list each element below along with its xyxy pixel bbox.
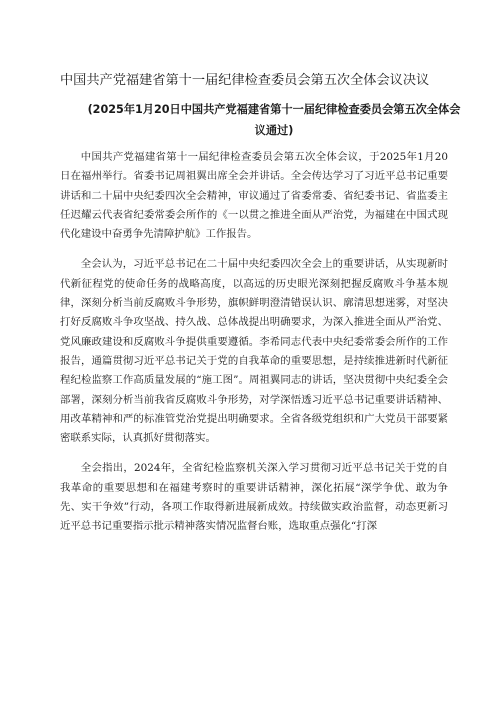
document-subtitle: (2025年1月20日中国共产党福建省第十一届纪律检查委员会第五次全体会议通过) xyxy=(87,103,461,137)
paragraph-assessment: 全会认为，习近平总书记在二十届中央纪委四次全会上的重要讲话，从实现新时代新征程党的使命任务的战略高度，以高远的历史眼光深刻把握反腐败斗争基本规律，深刻分析当前反腐败斗争形势，旗帜鲜明澄清错误认识、廓清思想迷雾，对坚决打好反腐败斗争攻坚战、持久战、总体战提出明确要求，为深入推进全面从严治党、党风廉政建设和反腐败斗争提供重要遵循。李希同志代表中央纪委常委会所作的工作报告，通篇贯彻习近平总书记关于党的自我革命的重要思想，是持续推进新时代新征程纪检监察工作高质量发展的“施工图”。周祖翼同志的讲话，坚决贯彻中央纪委全会部署，深刻分析当前我省反腐败斗争形势，对学深悟透习近平总书记重要讲话精神、用改革精神和严的标准管党治党提出明确要求。全省各级党组织和广大党员干部要紧密联系实际，认真抓好贯彻落实。 xyxy=(60,258,448,445)
paragraph-work-review: 全会指出，2024年，全省纪检监察机关深入学习贯彻习近平总书记关于党的自我革命的重要思想和在福建考察时的重要讲话精神，深化拓展“深学争优、敢为争先、实干争效”行动，各项工作取得新进展新成效。持续做实政治监督，动态更新习近平总书记重要指示批示精神落实情况监督台账，选取重点强化“打深 xyxy=(60,462,448,533)
paragraph-meeting-overview: 中国共产党福建省第十一届纪律检查委员会第五次全体会议，于2025年1月20日在福州举行。省委书记周祖翼出席全会并讲话。全会传达学习了习近平总书记重要讲话和二十届中央纪委四次全会精神，审议通过了省委常委、省纪委书记、省监委主任迟耀云代表省纪委常委会所作的《一以贯之推进全面从严治党，为福建在中国式现代化建设中奋勇争先清障护航》工作报告。 xyxy=(60,151,448,241)
document-body xyxy=(60,148,448,548)
document-title: 中国共产党福建省第十一届纪律检查委员会第五次全体会议决议 xyxy=(60,73,430,88)
